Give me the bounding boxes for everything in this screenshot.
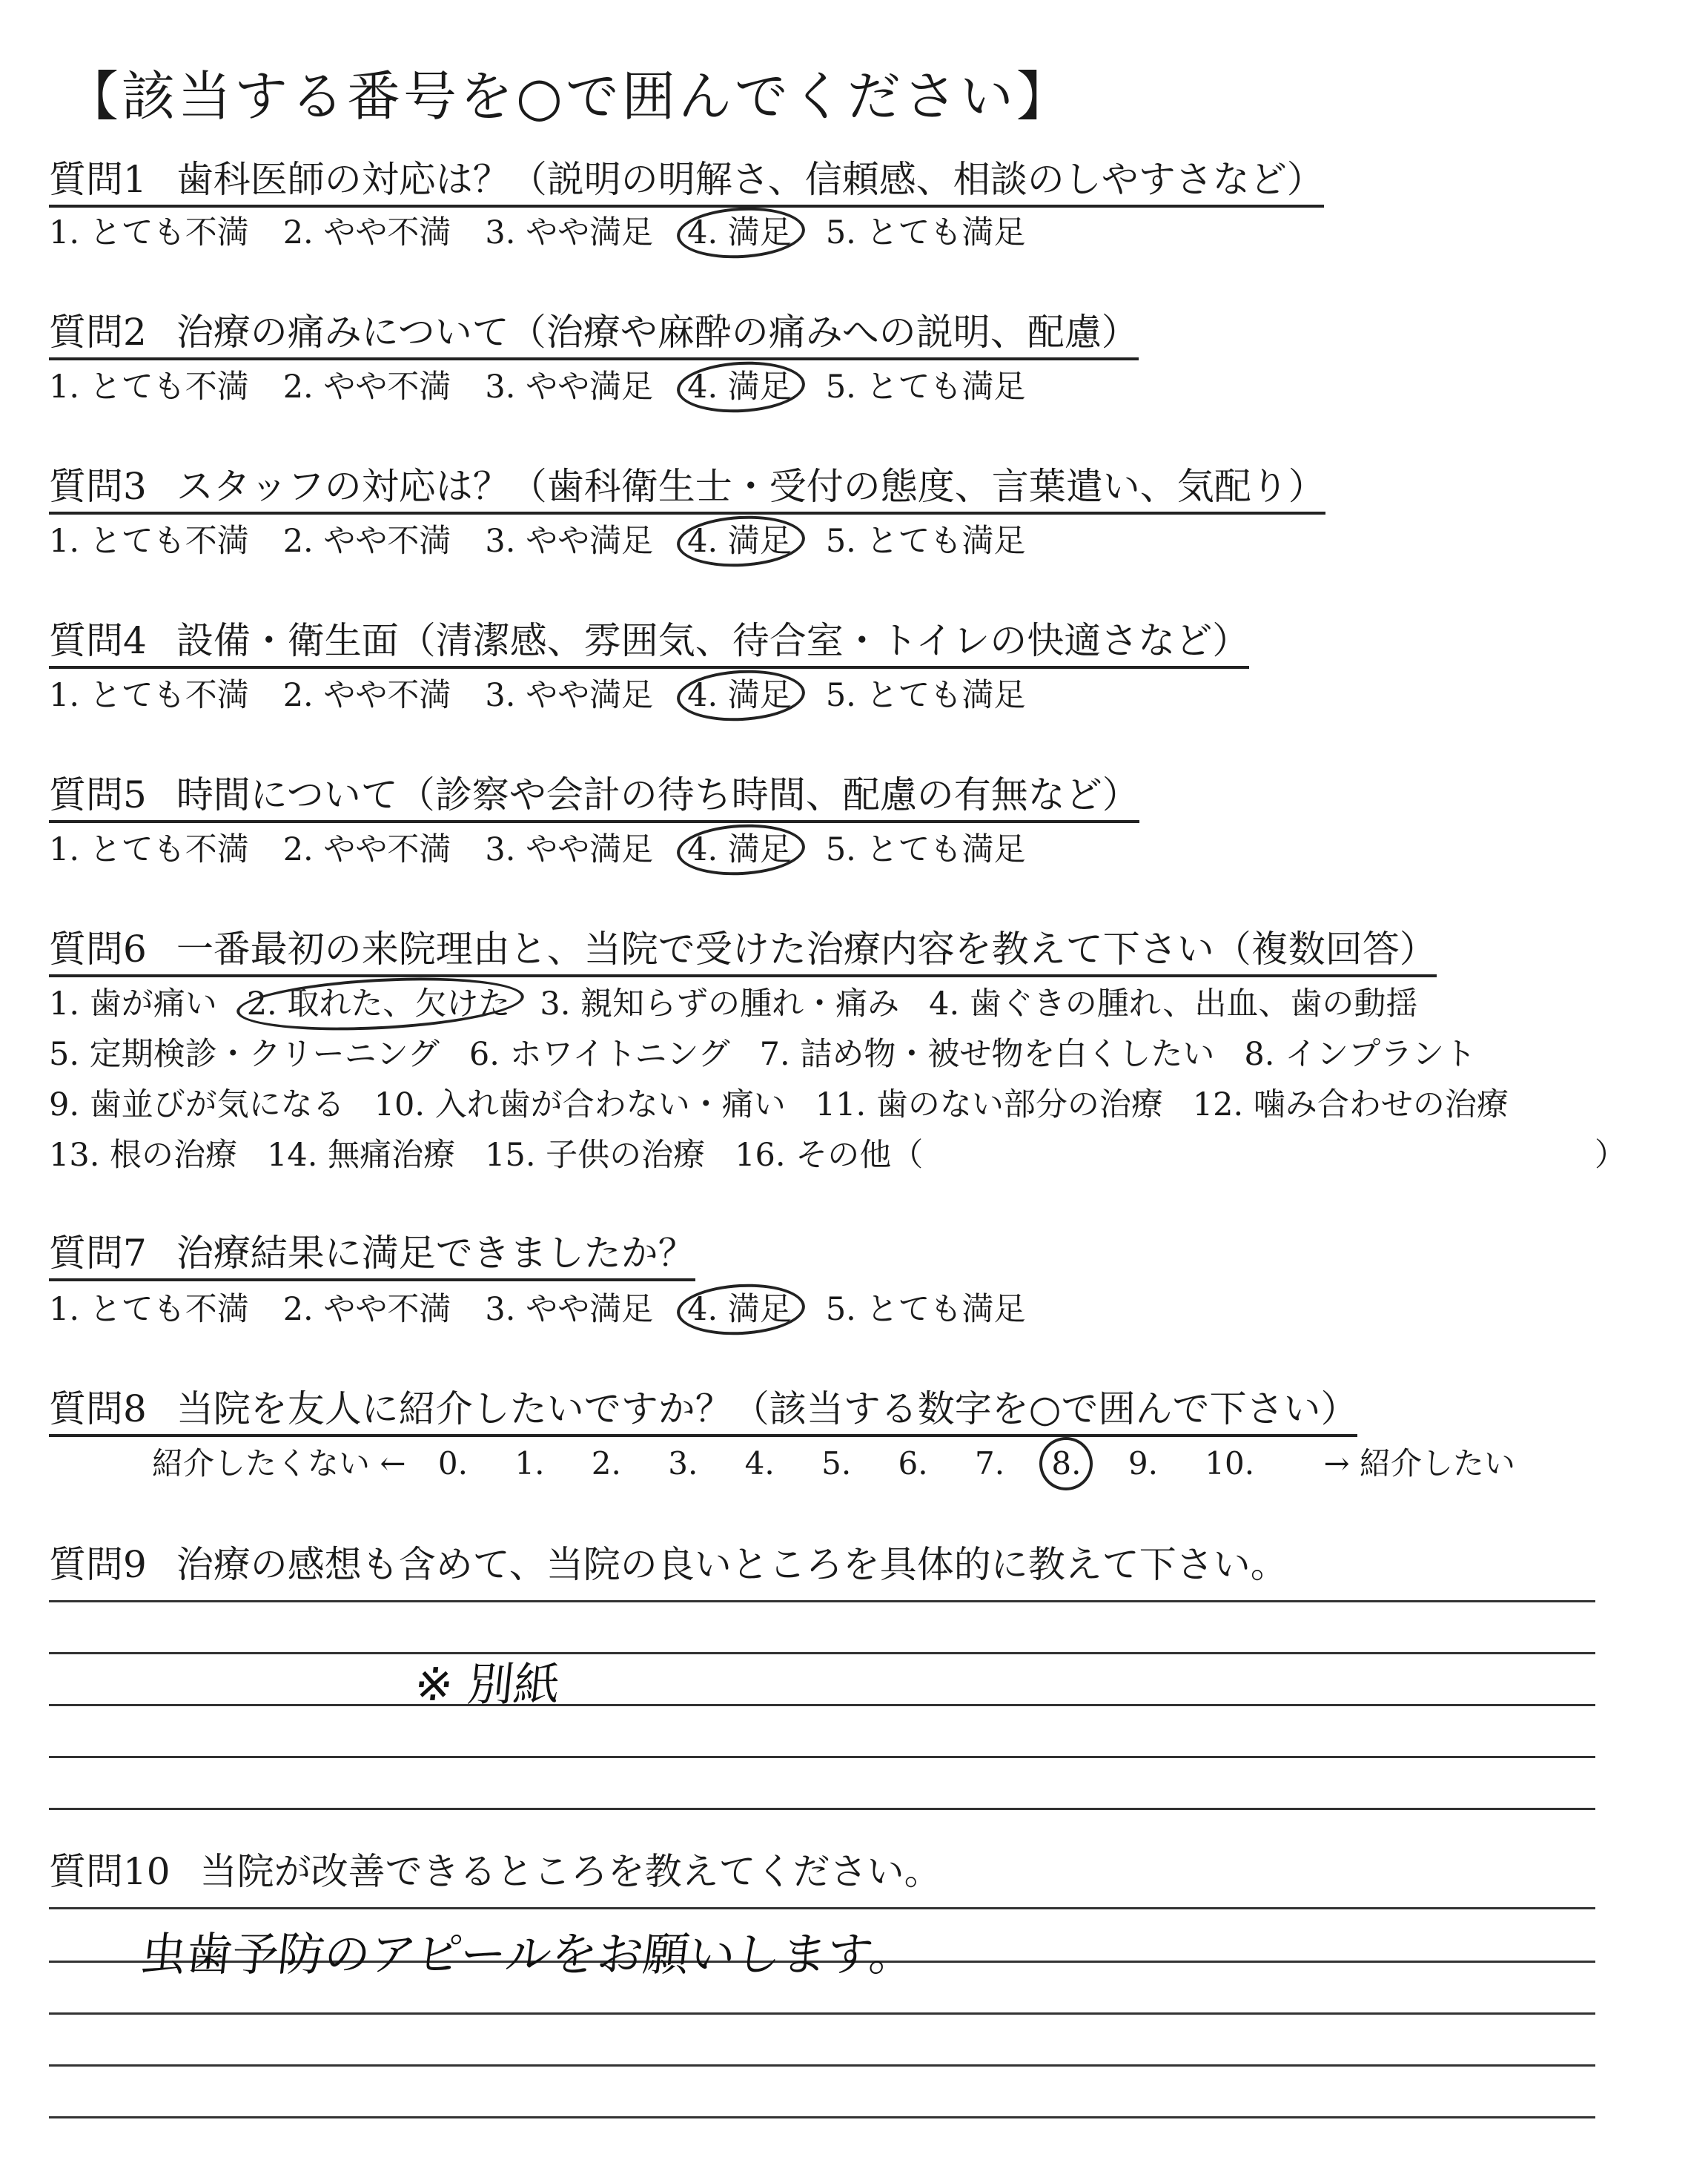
rating-options-q4: [49, 676, 1060, 715]
q6-option[interactable]: 3. 親知らずの腫れ・痛み: [540, 985, 900, 1023]
question-number: 質問4: [49, 619, 147, 662]
rating-option-3[interactable]: 3. やや満足: [485, 369, 654, 406]
form-title: 【該当する番号を○で囲んでください】: [65, 65, 1073, 128]
rating-option-5[interactable]: 5. とても満足: [825, 523, 1026, 560]
question-number: 質問1: [49, 158, 147, 201]
rating-options-q5: [49, 830, 1060, 869]
q6-options-row-3: [49, 1086, 1538, 1124]
question-text: 当院を友人に紹介したいですか？（該当する数字を○で囲んで下さい）: [176, 1387, 1358, 1430]
answer-line: [49, 2012, 1595, 2015]
question-9: [49, 1542, 1288, 1590]
scale-value[interactable]: 10.: [1205, 1445, 1255, 1482]
rating-option-1[interactable]: 1. とても不満: [49, 1291, 249, 1328]
rating-option-1[interactable]: 1. とても不満: [49, 831, 249, 868]
rating-option-3[interactable]: 3. やや満足: [485, 1291, 654, 1328]
scale-value[interactable]: 7.: [974, 1445, 1005, 1482]
q6-option[interactable]: 13. 根の治療: [49, 1137, 238, 1174]
question-2: [49, 310, 1139, 360]
rating-option-3[interactable]: 3. やや満足: [485, 831, 654, 868]
rating-option-1[interactable]: 1. とても不満: [49, 369, 249, 406]
scale-value[interactable]: 1.: [514, 1445, 545, 1482]
question-4: [49, 618, 1249, 669]
rating-option-4-selected[interactable]: 4. 満足: [687, 214, 792, 251]
question-text: 治療結果に満足できましたか？: [176, 1232, 695, 1275]
rating-option-4-selected[interactable]: 4. 満足: [687, 831, 792, 868]
q6-option[interactable]: 4. 歯ぐきの腫れ、出血、歯の動揺: [929, 985, 1418, 1023]
question-number: 質問8: [49, 1387, 147, 1430]
q10-handwritten-answer[interactable]: 虫歯予防のアピールをお願いします。: [137, 1927, 918, 1981]
rating-option-4-selected[interactable]: 4. 満足: [687, 523, 792, 560]
q6-option[interactable]: 10. 入れ歯が合わない・痛い: [374, 1086, 786, 1123]
q6-option[interactable]: 15. 子供の治療: [485, 1137, 706, 1174]
rating-option-3[interactable]: 3. やや満足: [485, 523, 654, 560]
question-number: 質問3: [49, 465, 147, 508]
answer-line: [49, 1652, 1595, 1654]
question-number: 質問6: [49, 928, 147, 971]
rating-option-2[interactable]: 2. やや不満: [282, 369, 451, 406]
answer-line: [49, 2064, 1595, 2067]
q6-options-row-2: [49, 1035, 1506, 1074]
q9-handwritten-answer[interactable]: ※ 別紙: [411, 1657, 563, 1711]
rating-options-q3: [49, 522, 1060, 561]
question-3: [49, 464, 1325, 515]
answer-line: [49, 2116, 1595, 2118]
rating-option-5[interactable]: 5. とても満足: [825, 214, 1026, 251]
scale-value[interactable]: 4.: [744, 1445, 775, 1482]
rating-option-4-selected[interactable]: 4. 満足: [687, 1291, 792, 1328]
scale-right-label: → 紹介したい: [1323, 1445, 1515, 1482]
question-10: [49, 1849, 941, 1897]
q6-option[interactable]: 1. 歯が痛い: [49, 985, 217, 1023]
scale-value[interactable]: 6.: [898, 1445, 928, 1482]
rating-option-2[interactable]: 2. やや不満: [282, 831, 451, 868]
rating-options-q1: [49, 214, 1060, 252]
q6-options-row-4: [49, 1136, 1626, 1175]
rating-option-5[interactable]: 5. とても満足: [825, 369, 1026, 406]
rating-option-5[interactable]: 5. とても満足: [825, 831, 1026, 868]
q6-option[interactable]: 14. 無痛治療: [267, 1137, 456, 1174]
question-text: 治療の痛みについて（治療や麻酔の痛みへの説明、配慮）: [176, 311, 1139, 354]
question-number: 質問10: [49, 1850, 171, 1893]
question-text: 歯科医師の対応は？（説明の明解さ、信頼感、相談のしやすさなど）: [176, 158, 1324, 201]
rating-option-2[interactable]: 2. やや不満: [282, 523, 451, 560]
answer-line: [49, 1808, 1595, 1810]
scale-value[interactable]: 0.: [437, 1445, 468, 1482]
answer-line: [49, 1600, 1595, 1602]
rating-option-2[interactable]: 2. やや不満: [282, 214, 451, 251]
question-text: 設備・衛生面（清潔感、雰囲気、待合室・トイレの快適さなど）: [176, 619, 1250, 662]
question-text: 当院が改善できるところを教えてください。: [199, 1850, 941, 1893]
rating-options-q7: [49, 1290, 1060, 1329]
scale-value-selected[interactable]: 8.: [1051, 1445, 1082, 1482]
q6-option-selected[interactable]: 2. 取れた、欠けた: [246, 985, 511, 1023]
q6-option[interactable]: 11. 歯のない部分の治療: [815, 1086, 1163, 1123]
question-7: [49, 1231, 695, 1281]
rating-option-2[interactable]: 2. やや不満: [282, 677, 451, 714]
q6-option[interactable]: 12. 噛み合わせの治療: [1192, 1086, 1509, 1123]
question-5: [49, 773, 1139, 823]
rating-option-5[interactable]: 5. とても満足: [825, 1291, 1026, 1328]
scale-value[interactable]: 9.: [1128, 1445, 1158, 1482]
rating-option-1[interactable]: 1. とても不満: [49, 523, 249, 560]
scale-value[interactable]: 3.: [668, 1445, 698, 1482]
question-number: 質問9: [49, 1543, 147, 1586]
question-8: [49, 1387, 1357, 1437]
q6-option[interactable]: 8. インプラント: [1244, 1036, 1477, 1073]
q6-option[interactable]: 6. ホワイトニング: [469, 1036, 730, 1073]
answer-line: [49, 1756, 1595, 1758]
question-number: 質問2: [49, 311, 147, 354]
rating-option-3[interactable]: 3. やや満足: [485, 214, 654, 251]
question-1: [49, 157, 1324, 208]
scale-value[interactable]: 2.: [591, 1445, 621, 1482]
scale-value[interactable]: 5.: [821, 1445, 852, 1482]
question-text: 一番最初の来院理由と、当院で受けた治療内容を教えて下さい（複数回答）: [176, 928, 1437, 971]
question-number: 質問5: [49, 773, 147, 816]
question-number: 質問7: [49, 1232, 147, 1275]
q6-option[interactable]: 7. 詰め物・被せ物を白くしたい: [759, 1036, 1215, 1073]
rating-option-2[interactable]: 2. やや不満: [282, 1291, 451, 1328]
q6-option[interactable]: 5. 定期検診・クリーニング: [49, 1036, 440, 1073]
rating-option-5[interactable]: 5. とても満足: [825, 677, 1026, 714]
rating-option-1[interactable]: 1. とても不満: [49, 677, 249, 714]
rating-options-q2: [49, 368, 1060, 406]
rating-option-4-selected[interactable]: 4. 満足: [687, 369, 792, 406]
q6-option-other[interactable]: 16. その他（: [735, 1137, 924, 1174]
scale-left-label: 紹介したくない ←: [152, 1445, 406, 1482]
q6-options-row-1: [49, 985, 1447, 1023]
rating-option-1[interactable]: 1. とても不満: [49, 214, 249, 251]
q6-option[interactable]: 9. 歯並びが気になる: [49, 1086, 345, 1123]
rating-option-3[interactable]: 3. やや満足: [485, 677, 654, 714]
rating-option-4-selected[interactable]: 4. 満足: [687, 677, 792, 714]
question-text: スタッフの対応は？（歯科衛生士・受付の態度、言葉遣い、気配り）: [176, 465, 1325, 508]
answer-line: [49, 1907, 1595, 1909]
question-text: 治療の感想も含めて、当院の良いところを具体的に教えて下さい。: [176, 1543, 1288, 1586]
question-text: 時間について（診察や会計の待ち時間、配慮の有無など）: [176, 773, 1139, 816]
referral-scale: [152, 1444, 1537, 1483]
question-6: [49, 927, 1437, 977]
answer-line: [49, 1704, 1595, 1706]
q6-other-close-paren: ）: [1595, 1137, 1626, 1174]
